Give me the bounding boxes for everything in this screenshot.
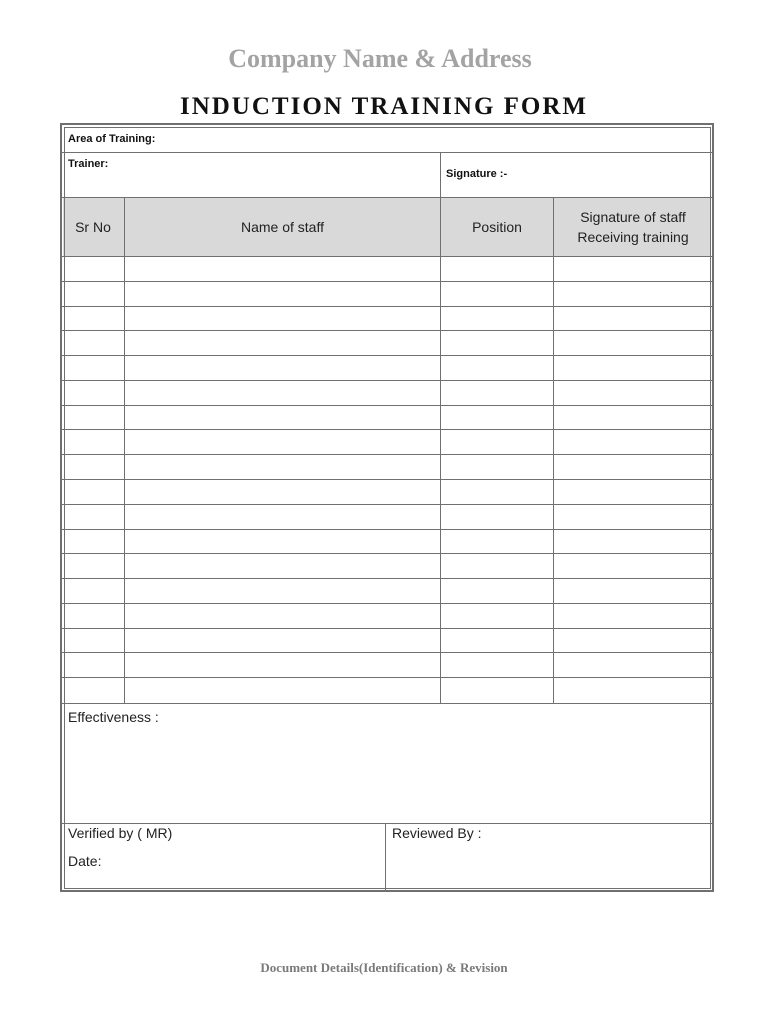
sr-no-cell[interactable] [62,282,124,307]
position-cell[interactable] [441,505,553,530]
column-header-signature-of-staff: Signature of staff Receiving training [577,209,689,245]
name-of-staff-cell[interactable] [125,653,440,678]
table-row [62,604,712,629]
sr-no-cell[interactable] [62,653,124,678]
position-cell[interactable] [441,282,553,307]
signature-cell[interactable] [554,430,712,455]
sr-no-cell[interactable] [62,579,124,604]
document-details-note: Document Details(Identification) & Revision [260,960,508,975]
name-of-staff-cell[interactable] [125,530,440,555]
trainer-label: Trainer: [68,158,109,170]
column-divider [124,198,125,703]
sr-no-cell[interactable] [62,356,124,381]
effectiveness-label: Effectiveness : [68,709,159,725]
divider [62,152,712,153]
sr-no-cell[interactable] [62,381,124,406]
name-of-staff-cell[interactable] [125,406,440,431]
signature-cell[interactable] [554,406,712,431]
sr-no-cell[interactable] [62,307,124,332]
signature-cell[interactable] [554,579,712,604]
column-header-name-of-staff: Name of staff [240,219,324,235]
table-row [62,530,712,555]
sr-no-cell[interactable] [62,430,124,455]
position-cell[interactable] [441,604,553,629]
name-of-staff-cell[interactable] [125,331,440,356]
table-row [62,455,712,480]
table-row [62,554,712,579]
column-divider [385,823,386,890]
table-row [62,406,712,431]
sr-no-cell[interactable] [62,480,124,505]
signature-cell[interactable] [554,307,712,332]
divider [440,152,441,197]
name-of-staff-cell[interactable] [125,381,440,406]
table-row [62,678,712,703]
position-cell[interactable] [441,629,553,654]
name-of-staff-cell[interactable] [125,455,440,480]
signature-cell[interactable] [554,604,712,629]
table-row [62,629,712,654]
signature-cell[interactable] [554,629,712,654]
position-cell[interactable] [441,406,553,431]
date-label: Date: [68,853,102,869]
signature-cell[interactable] [554,282,712,307]
signature-cell[interactable] [554,678,712,703]
signature-cell[interactable] [554,480,712,505]
position-cell[interactable] [441,257,553,282]
signature-cell[interactable] [554,356,712,381]
divider [62,703,712,704]
column-header-position: Position [472,219,522,235]
table-row [62,579,712,604]
name-of-staff-cell[interactable] [125,356,440,381]
name-of-staff-cell[interactable] [125,307,440,332]
name-of-staff-cell[interactable] [125,505,440,530]
signature-cell[interactable] [554,257,712,282]
table-row [62,430,712,455]
name-of-staff-cell[interactable] [125,604,440,629]
form-title: INDUCTION TRAINING FORM [179,93,589,120]
signature-cell[interactable] [554,653,712,678]
table-row [62,307,712,332]
signature-cell[interactable] [554,331,712,356]
verified-by-label: Verified by ( MR) [68,825,173,841]
sr-no-cell[interactable] [62,604,124,629]
table-row [62,331,712,356]
sr-no-cell[interactable] [62,331,124,356]
position-cell[interactable] [441,554,553,579]
signature-cell[interactable] [554,455,712,480]
sr-no-cell[interactable] [62,530,124,555]
sr-no-cell[interactable] [62,629,124,654]
induction-form [60,123,714,892]
name-of-staff-cell[interactable] [125,629,440,654]
position-cell[interactable] [441,480,553,505]
position-cell[interactable] [441,381,553,406]
name-of-staff-cell[interactable] [125,430,440,455]
position-cell[interactable] [441,455,553,480]
position-cell[interactable] [441,307,553,332]
signature-label: Signature :- [446,168,508,180]
position-cell[interactable] [441,678,553,703]
sr-no-cell[interactable] [62,455,124,480]
signature-cell[interactable] [554,554,712,579]
sr-no-cell[interactable] [62,257,124,282]
table-row [62,653,712,678]
table-row [62,282,712,307]
divider [62,823,712,824]
position-cell[interactable] [441,331,553,356]
table-row [62,480,712,505]
sr-no-cell[interactable] [62,505,124,530]
signature-cell[interactable] [554,530,712,555]
table-row [62,381,712,406]
area-of-training-label: Area of Training: [68,133,156,145]
table-row [62,257,712,282]
table-row [62,505,712,530]
column-divider [553,198,554,703]
name-of-staff-cell[interactable] [125,257,440,282]
position-cell[interactable] [441,356,553,381]
company-name: Company Name & Address [228,44,532,73]
name-of-staff-cell[interactable] [125,678,440,703]
position-cell[interactable] [441,530,553,555]
table-row [62,356,712,381]
signature-cell[interactable] [554,505,712,530]
position-cell[interactable] [441,579,553,604]
sr-no-cell[interactable] [62,554,124,579]
sr-no-cell[interactable] [62,406,124,431]
column-header-sr-no: Sr No [75,219,111,235]
signature-cell[interactable] [554,381,712,406]
reviewed-by-label: Reviewed By : [392,825,482,841]
name-of-staff-cell[interactable] [125,579,440,604]
position-cell[interactable] [441,430,553,455]
column-divider [440,198,441,703]
name-of-staff-cell[interactable] [125,282,440,307]
position-cell[interactable] [441,653,553,678]
sr-no-cell[interactable] [62,678,124,703]
name-of-staff-cell[interactable] [125,480,440,505]
name-of-staff-cell[interactable] [125,554,440,579]
